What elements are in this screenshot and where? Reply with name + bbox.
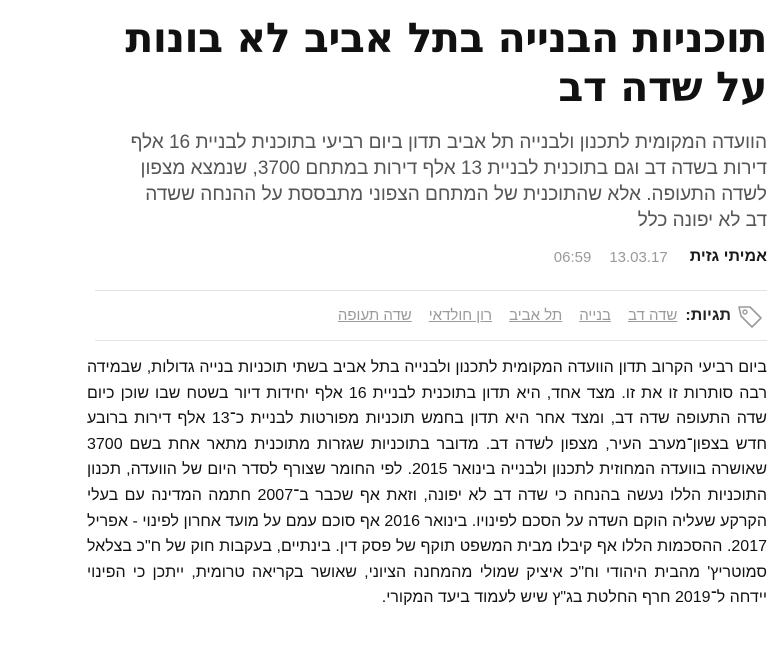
publish-date: 13.03.17: [609, 248, 668, 266]
tag-icon: [737, 303, 763, 329]
tag-link[interactable]: שדה דב: [628, 307, 678, 324]
tags-label: תגיות:: [685, 306, 731, 324]
page-title: תוכניות הבנייה בתל אביב לא בונות על שדה דב: [125, 14, 767, 111]
byline: [95, 246, 767, 268]
tag-link[interactable]: בנייה: [579, 307, 612, 324]
tag-link[interactable]: תל אביב: [509, 307, 563, 324]
article-subtitle: הוועדה המקומית לתכנון ולבנייה תל אביב תדון ביום רביעי בתוכנית לבניית 16 אלף דירות בשדה דב וגם בתוכנית לבניית 13 אלף דירות במתחם 3700, שנמצא מצפון לשדה התעופה. אלא שהתוכנית של המתחם הצפוני מתבססת על ההנחה ששדה דב לא יפונה כלל: [130, 132, 767, 231]
article: [87, 0, 768, 627]
article-body: ביום רביעי הקרוב תדון הוועדה המקומית לתכנון ולבנייה בתל אביב בשתי תוכניות בנייה גדולות, שבמידה רבה סותרות זו את זו. מצד אחד, היא תדון בתוכנית לבניית 16 אלף יחידות דיור בשטח שבו שוכן כיום שדה התעופה שדה דב, ומצד אחר היא תדון בחמש תוכניות מפורטות לבניית כ־13 אלף דירות ברובע חדש בצפון־מערב העיר, מצפון לשדה דב. מדובר בתוכניות שגזרות מתוכנית מתאר אחת בשם 3700 שאושרה בוועדה המחוזית לתכנון ולבנייה בינואר 2015. לפי החומר שצורף לסדר היום של הוועדה, תכנון התוכניות הללו נעשה בהנחה כי שדה דב לא יפונה, וזאת אף שכבר ב־2007 חתמה המדינה עם בעלי הקרקע שעליה הוקם השדה על הסכם לפינויו. בינואר 2016 אף סוכם עמם על מועד אחרון לפינוי - אפריל 2017. ההסכמות הללו אף קיבלו מבית המשפט תוקף של פסק דין. בינתיים, בעקבות חוק של ח"כ בצלאל סמוטריץ' מהבית היהודי וח"כ איציק שמולי מהמחנה הציוני, שאושר בקריאה טרומית, ייתכן כי הפינוי יידחה ל־2019 חרף החלטת בג"ץ שיש לעמוד ביעד המקורי.: [87, 359, 768, 607]
author-name[interactable]: אמיתי גזית: [689, 248, 767, 265]
tag-link[interactable]: רון חולדאי: [428, 307, 493, 324]
tags-bar: [95, 290, 767, 341]
tag-link[interactable]: שדה תעופה: [337, 307, 412, 324]
publish-time: 06:59: [553, 248, 592, 266]
